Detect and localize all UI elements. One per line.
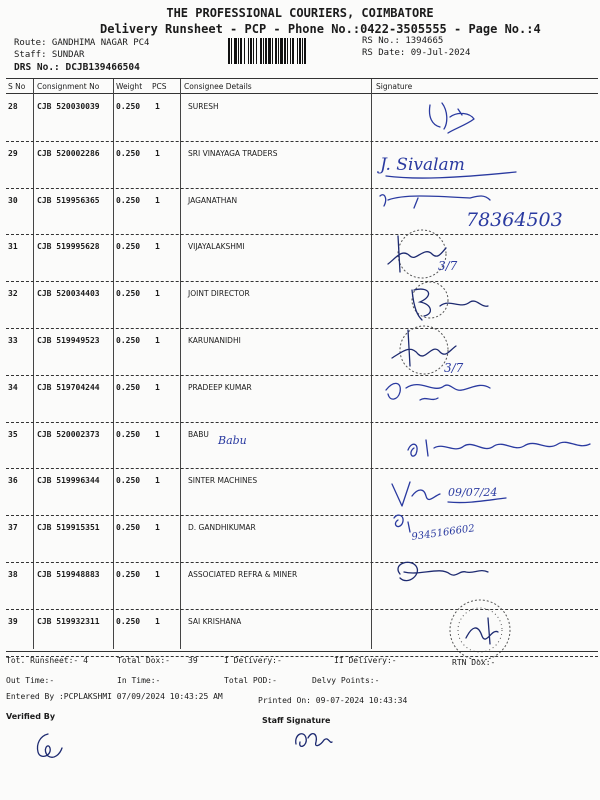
row-consignee: SINTER MACHINES [188,476,258,486]
rs-number: RS No.: 1394665 [362,36,444,46]
row-consignment-no: CJB 519949523 [37,336,100,345]
row-consignment-no: CJB 520002373 [37,429,100,439]
row-consignment-no: CJB 519948883 [37,570,100,579]
row-consignee: SURESH [188,102,219,111]
row-pcs: 1 [155,289,160,299]
row-weight: 0.250 [116,429,141,439]
row-consignment-no: CJB 520002286 [37,148,100,158]
signature-row-32 [404,280,494,326]
row-pcs: 1 [155,102,160,111]
signature-row-35 [404,430,600,464]
row-consignment-no: CJB 519996344 [37,476,100,486]
row-pcs: 1 [155,336,160,345]
row-consignment-no: CJB 519932311 [37,616,100,626]
row-separator [6,562,598,563]
col-divider [371,79,372,649]
total-pod-label: Total POD:- [224,676,277,685]
col-signature-header: Signature [376,82,413,91]
row-weight: 0.250 [116,616,141,626]
row-pcs: 1 [155,382,160,392]
row-consignment-no: CJB 519956365 [37,195,100,205]
entered-by: Entered By :PCPLAKSHMI 07/09/2024 10:43:25 AM [6,692,223,701]
row-weight: 0.250 [116,382,141,392]
row-separator [6,141,598,142]
handwritten-date-33: 3/7 [444,361,464,375]
row-weight: 0.250 [116,336,141,345]
signature-row-29 [376,146,526,182]
signature-row-38 [390,556,500,592]
out-time-label: Out Time:- [6,676,55,685]
staff-signature [288,724,338,758]
drs-number: DRS No.: DCJB139466504 [14,62,140,73]
row-separator [6,422,598,423]
row-consignee: JAGANATHAN [188,195,238,205]
handwritten-name-29: J. Sivalam [380,155,465,175]
row-consignee: PRADEEP KUMAR [188,382,252,392]
row-consignee: SRI VINAYAGA TRADERS [188,148,278,158]
table-top-rule [6,78,598,79]
col-divider [33,79,34,649]
delvy-points-label: Delvy Points:- [312,676,380,685]
row-pcs: 1 [155,616,160,626]
row-separator [6,328,598,329]
rtn-dox-label: RTN Dox:- [452,658,496,667]
staff-label: Staff: SUNDAR [14,50,85,60]
row-pcs: 1 [155,429,160,439]
verified-by-signature [26,728,76,764]
runsheet-title: Delivery Runsheet - PCP - Phone No.:0422-3505555 - Page No.:4 [100,22,541,36]
row-consignment-no: CJB 520034403 [37,289,100,299]
row-consignment-no: CJB 519704244 [37,382,100,392]
row-consignee: JOINT DIRECTOR [188,289,250,299]
row-sno: 33 [8,336,18,345]
table-header-rule [6,93,598,94]
handwritten-babu: Babu [218,434,247,447]
handwritten-phone-30: 78364503 [466,209,563,231]
row-separator [6,281,598,282]
signature-row-35-left [214,428,274,452]
row-pcs: 1 [155,242,160,252]
handwritten-date-31: 3/7 [438,259,458,273]
col-divider [180,79,181,649]
col-pcs-header: PCS [152,82,167,91]
col-sno-header: S No [8,82,26,91]
footer-top-rule [6,651,598,652]
row-pcs: 1 [155,195,160,205]
verified-by-label: Verified By [6,712,56,721]
row-pcs: 1 [155,476,160,486]
signature-row-31 [382,226,482,282]
row-sno: 37 [8,523,18,533]
ii-delivery-label: II Delivery:- [334,656,397,665]
row-sno: 38 [8,570,18,579]
col-divider [113,79,114,649]
row-weight: 0.250 [116,570,141,579]
row-pcs: 1 [155,148,160,158]
row-consignee: D. GANDHIKUMAR [188,523,256,533]
row-sno: 28 [8,102,18,111]
staff-signature-label: Staff Signature [262,716,331,725]
col-consignment-header: Consignment No [37,82,100,91]
row-consignment-no: CJB 519915351 [37,523,100,533]
col-weight-header: Weight [116,82,143,91]
row-consignee: KARUNANIDHI [188,336,241,345]
total-dox-value: 39 [188,656,198,665]
row-weight: 0.250 [116,289,141,299]
handwritten-phone-37: 9345166602 [410,523,476,543]
row-pcs: 1 [155,523,160,533]
row-sno: 30 [8,195,18,205]
company-title: THE PROFESSIONAL COURIERS, COIMBATORE [166,6,434,20]
row-sno: 39 [8,616,18,626]
total-dox-label: Total Dox:- [117,656,170,665]
printed-on: Printed On: 09-07-2024 10:43:34 [258,696,408,705]
row-sno: 35 [8,429,18,439]
row-sno: 32 [8,289,18,299]
row-sno: 29 [8,148,18,158]
row-sno: 31 [8,242,18,252]
row-pcs: 1 [155,570,160,579]
row-weight: 0.250 [116,523,141,533]
row-weight: 0.250 [116,195,141,205]
signature-row-34 [380,372,510,408]
row-consignee: VIJAYALAKSHMI [188,242,245,252]
i-delivery-label: I Delivery:- [224,656,282,665]
signature-row-37 [388,508,518,548]
row-separator [6,468,598,469]
rs-date: RS Date: 09-Jul-2024 [362,48,471,58]
row-separator [6,234,598,235]
row-weight: 0.250 [116,148,141,158]
row-sno: 34 [8,382,18,392]
row-sno: 36 [8,476,18,486]
signature-row-28 [418,97,498,137]
total-runsheet: Tot. Runsheet:- 4 [6,656,88,665]
row-consignee: ASSOCIATED REFRA & MINER [188,570,298,579]
handwritten-date-36: 09/07/24 [448,486,498,499]
row-consignee: SAI KRISHANA [188,616,242,626]
barcode [228,38,354,64]
row-weight: 0.250 [116,102,141,111]
row-consignee: BABU [188,429,209,439]
route-label: Route: GANDHIMA NAGAR PC4 [14,38,150,48]
in-time-label: In Time:- [117,676,161,685]
row-weight: 0.250 [116,242,141,252]
row-consignment-no: CJB 519995628 [37,242,100,252]
row-consignment-no: CJB 520030039 [37,102,100,111]
col-consignee-header: Consignee Details [184,82,252,91]
row-weight: 0.250 [116,476,141,486]
